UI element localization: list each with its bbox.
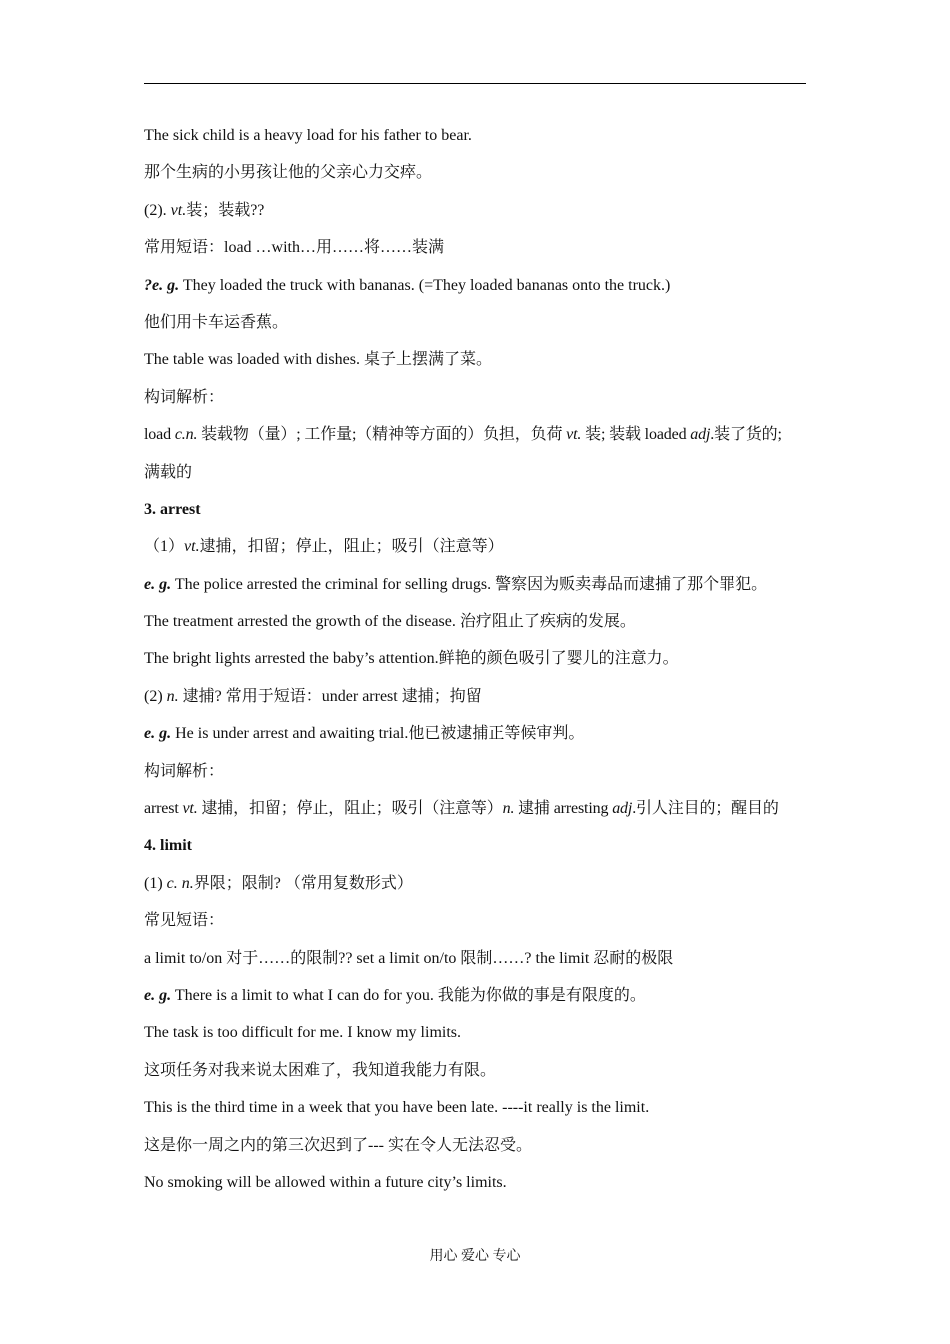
sense-line <box>144 535 809 572</box>
header-rule <box>144 83 806 84</box>
example-sentence: The bright lights arrested the baby’s attention.鲜艳的颜色吸引了婴儿的注意力。 <box>144 650 679 668</box>
common-phrase: 常用短语：load …with…用……将……装满 <box>144 239 444 257</box>
example-sentence: The table was loaded with dishes. 桌子上摆满了菜。 <box>144 351 492 369</box>
section-label <box>144 386 809 423</box>
section-label <box>144 909 809 946</box>
vocab-heading-limit <box>144 834 809 871</box>
example-line <box>144 722 809 759</box>
part-of-speech: c.n. <box>174 426 198 444</box>
sense-line <box>144 685 809 722</box>
text-line <box>144 1021 809 1058</box>
eg-marker: e. g. <box>144 575 172 593</box>
text-line <box>144 124 809 161</box>
word-formation-line <box>144 423 809 460</box>
text-line <box>144 311 809 348</box>
part-of-speech: n. <box>502 800 515 818</box>
translation: 这项任务对我来说太困难了，我知道我能力有限。 <box>144 1061 497 1079</box>
part-of-speech: vt. <box>566 426 582 444</box>
sense-definition: 逮捕? 常用于短语：under arrest 逮捕；拘留 <box>178 687 482 705</box>
text-line <box>144 161 809 198</box>
vocab-heading: 4. limit <box>144 837 192 855</box>
page-footer: 用心 爱心 专心 <box>429 1249 521 1264</box>
vocab-heading: 3. arrest <box>144 500 201 518</box>
word: arrest <box>144 800 183 818</box>
part-of-speech: vt. <box>170 201 187 219</box>
word-formation-label: 构词解析： <box>144 388 225 406</box>
example-sentence: No smoking will be allowed within a future city’s limits. <box>144 1173 507 1191</box>
example-sentence: The sick child is a heavy load for his father to bear. <box>144 127 472 144</box>
sense-definition: 装；装载?? <box>186 201 265 219</box>
example-sentence: He is under arrest and awaiting trial.他已被逮捕正等候审判。 <box>171 725 585 743</box>
example-line <box>144 274 809 311</box>
part-of-speech: vt. <box>182 800 198 818</box>
section-label <box>144 760 809 797</box>
translation: 那个生病的小男孩让他的父亲心力交瘁。 <box>144 164 433 182</box>
phrase-line <box>144 236 809 273</box>
text-line <box>144 1059 809 1096</box>
definition: 逮捕，扣留；停止，阻止；吸引（注意等） <box>197 800 503 818</box>
sense-number: （1） <box>144 538 185 556</box>
eg-marker: e. g. <box>144 725 172 743</box>
sense-line <box>144 872 809 909</box>
example-sentence: The treatment arrested the growth of the disease. 治疗阻止了疾病的发展。 <box>144 613 636 631</box>
part-of-speech: vt. <box>184 538 200 556</box>
sense-number: (2) <box>144 687 167 705</box>
phrase-line <box>144 947 809 984</box>
part-of-speech: n. <box>166 687 179 705</box>
translation: 他们用卡车运香蕉。 <box>144 313 289 331</box>
translation: 这是你一周之内的第三次迟到了--- 实在令人无法忍受。 <box>144 1136 532 1154</box>
part-of-speech: c. n. <box>166 874 194 892</box>
common-phrases-label: 常见短语： <box>144 912 225 930</box>
example-sentence: The police arrested the criminal for selling drugs. 警察因为贩卖毒品而逮捕了那个罪犯。 <box>171 575 768 593</box>
part-of-speech: adj <box>690 426 711 444</box>
eg-marker: e. g. <box>144 986 172 1004</box>
example-line <box>144 573 809 610</box>
vocab-heading-arrest <box>144 498 809 535</box>
text-line <box>144 1096 809 1133</box>
eg-marker: ?e. g. <box>144 276 180 294</box>
word: load <box>144 426 175 444</box>
word-formation-label: 构词解析： <box>144 762 225 780</box>
example-line <box>144 984 809 1021</box>
definition: 满载的 <box>144 463 193 481</box>
example-sentence: They loaded the truck with bananas. (=They loaded bananas onto the truck.) <box>179 276 671 294</box>
definition: .装了货的; <box>710 426 782 444</box>
text-line <box>144 647 809 684</box>
document-body <box>144 124 809 1208</box>
text-line <box>144 610 809 647</box>
definition: 逮捕 arresting <box>514 800 613 818</box>
definition: 装; 装载 loaded <box>581 426 691 444</box>
sense-definition: 界限；限制? （常用复数形式） <box>193 874 413 892</box>
text-line <box>144 1134 809 1171</box>
definition: 装载物（量）; 工作量;（精神等方面的）负担，负荷 <box>197 426 567 444</box>
text-line <box>144 348 809 385</box>
sense-line <box>144 199 809 236</box>
common-phrase: a limit to/on 对于……的限制?? set a limit on/to 限制……? the limit 忍耐的极限 <box>144 949 674 967</box>
sense-number: (1) <box>144 874 167 892</box>
sense-number: (2). <box>144 201 171 219</box>
part-of-speech: adj <box>612 800 633 818</box>
definition: .引人注目的；醒目的 <box>632 800 779 818</box>
text-line <box>144 1171 809 1208</box>
text-line <box>144 461 809 498</box>
word-formation-line <box>144 797 809 834</box>
example-sentence: The task is too difficult for me. I know my limits. <box>144 1024 461 1042</box>
example-sentence: There is a limit to what I can do for you. 我能为你做的事是有限度的。 <box>171 986 646 1004</box>
example-sentence: This is the third time in a week that you have been late. ----it really is the limit. <box>144 1099 650 1117</box>
sense-definition: 逮捕，扣留；停止，阻止；吸引（注意等） <box>199 538 504 556</box>
